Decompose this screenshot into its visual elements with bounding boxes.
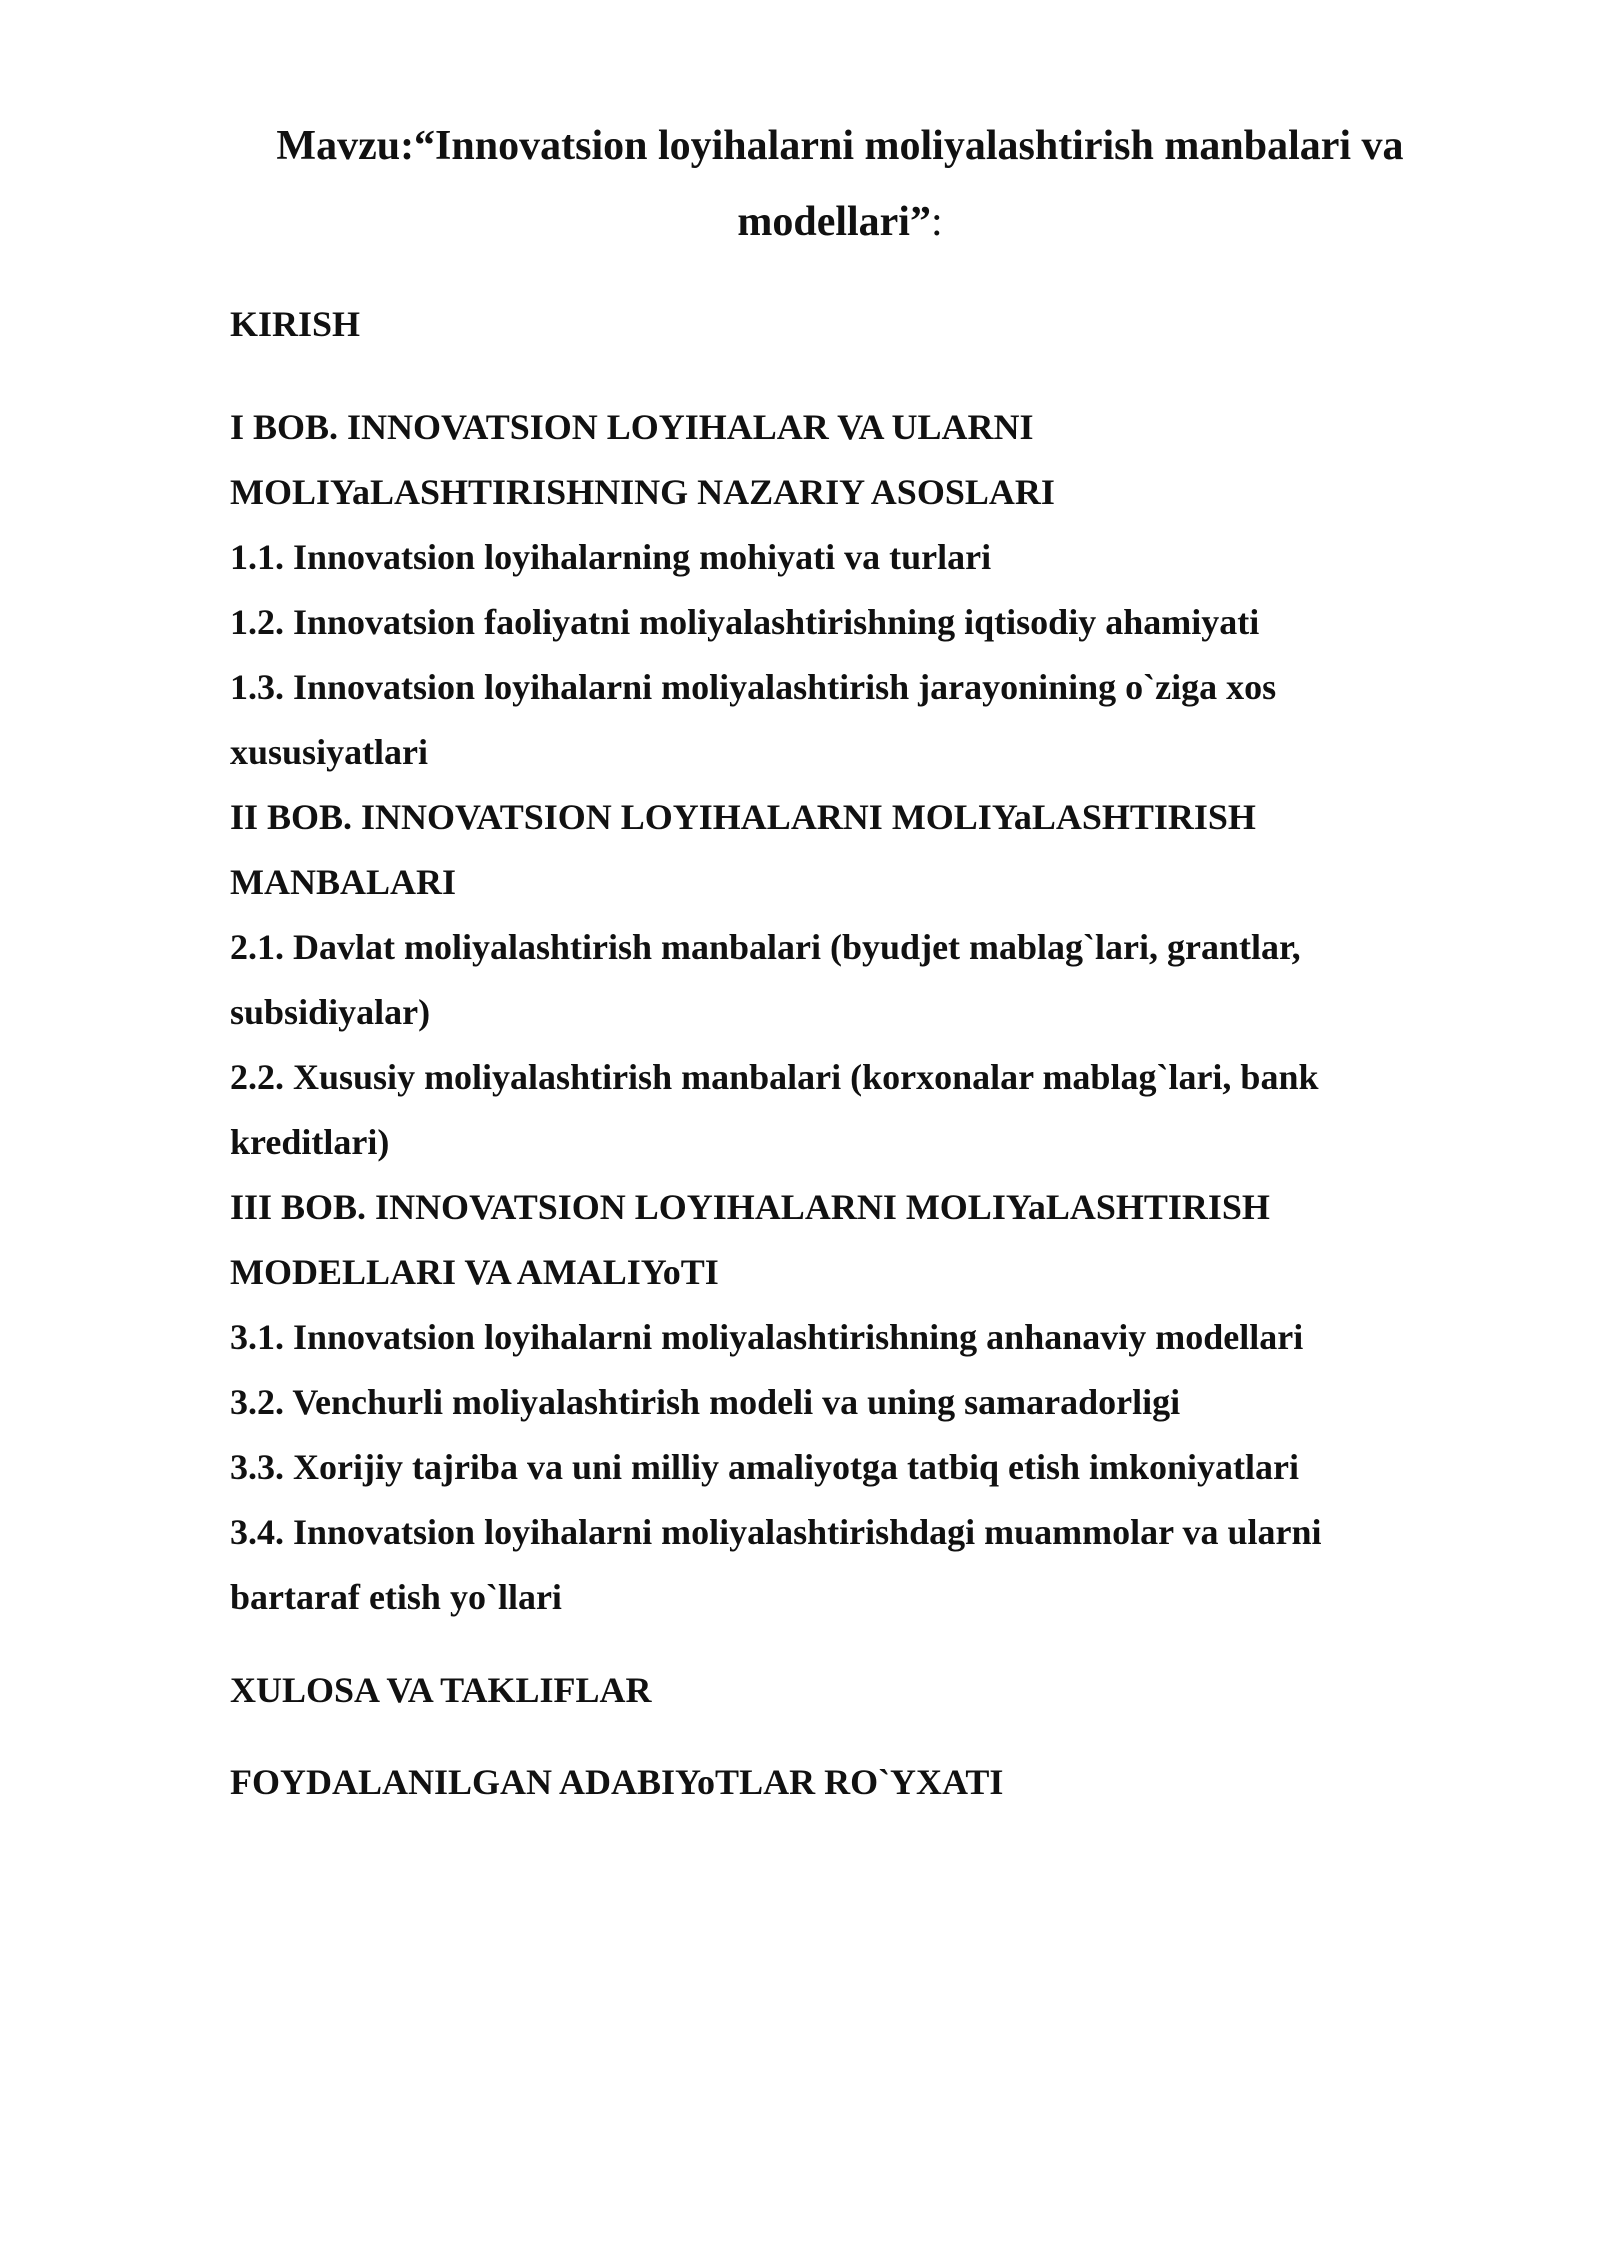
toc-section-3-3: 3.3. Xorijiy tajriba va uni milliy amaliyotga tatbiq etish imkoniyatlari [230,1447,1299,1487]
toc-section-1-3-line-1: 1.3. Innovatsion loyihalarni moliyalashtirish jarayonining o`ziga xos [230,667,1277,707]
toc-section-3-1: 3.1. Innovatsion loyihalarni moliyalashtirishning anhanaviy modellari [230,1317,1304,1357]
toc-chapter-3-line-1: III BOB. INNOVATSION LOYIHALARNI MOLIYaLASHTIRISH [230,1187,1270,1227]
title-colon: : [930,199,943,245]
toc-section-3-4-line-1: 3.4. Innovatsion loyihalarni moliyalashtirishdagi muammolar va ularni [230,1512,1322,1552]
toc-section-3-2: 3.2. Venchurli moliyalashtirish modeli va uning samaradorligi [230,1382,1181,1422]
toc-chapter-3-line-2: MODELLARI VA AMALIYoTI [230,1252,719,1292]
toc-chapter-1-line-1: I BOB. INNOVATSION LOYIHALAR VA ULARNI [230,407,1034,447]
toc-chapter-1-line-2: MOLIYaLASHTIRISHNING NAZARIY ASOSLARI [230,472,1055,512]
toc-section-2-1-line-2: subsidiyalar) [230,992,431,1032]
toc-section-3-4-line-2: bartaraf etish yo`llari [230,1577,562,1617]
toc-section-1-1: 1.1. Innovatsion loyihalarning mohiyati va turlari [230,537,992,577]
toc-section-2-2-line-2: kreditlari) [230,1122,390,1162]
toc-xulosa: XULOSA VA TAKLIFLAR [230,1670,652,1710]
toc-chapter-2-line-1: II BOB. INNOVATSION LOYIHALARNI MOLIYaLASHTIRISH [230,797,1256,837]
document-title [230,108,1450,260]
toc-section-1-2: 1.2. Innovatsion faoliyatni moliyalashtirishning iqtisodiy ahamiyati [230,602,1260,642]
toc-kirish: KIRISH [230,304,361,344]
toc-adabiyotlar: FOYDALANILGAN ADABIYoTLAR RO`YXATI [230,1762,1004,1802]
toc-section-2-2-line-1: 2.2. Xususiy moliyalashtirish manbalari (korxonalar mablag`lari, bank [230,1057,1319,1097]
title-text: Mavzu:“Innovatsion loyihalarni moliyalashtirish manbalari va modellari” [276,123,1404,245]
toc-chapter-2-line-2: MANBALARI [230,862,457,902]
toc-section-2-1-line-1: 2.1. Davlat moliyalashtirish manbalari (byudjet mablag`lari, grantlar, [230,927,1301,967]
toc-section-1-3-line-2: xususiyatlari [230,732,429,772]
